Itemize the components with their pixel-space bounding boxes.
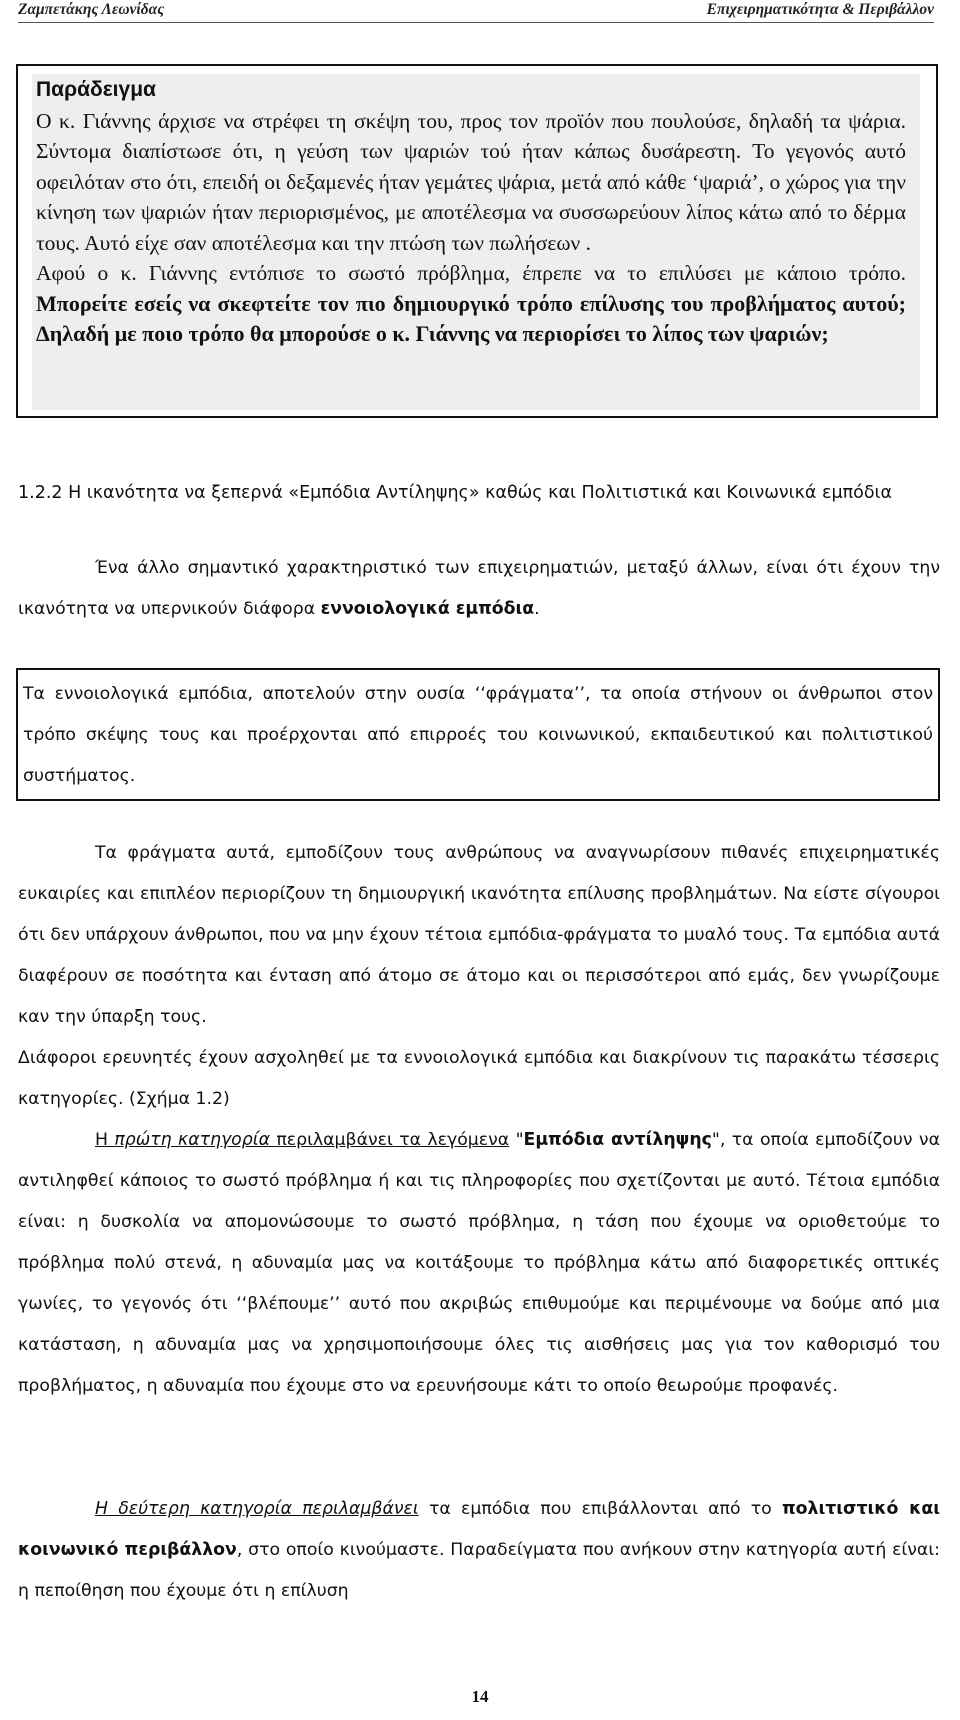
header-author: Ζαμπετάκης Λεωνίδας [18, 1, 165, 18]
body-paragraph-1: Τα φράγματα αυτά, εμποδίζουν τους ανθρώπους να αναγνωρίσουν πιθανές επιχειρηματικές ευκαιρίες και επιπλέον περιορίζουν τη δημιουργική ικανότητα επίλυσης προβλημάτων. Να είστε σίγουροι ότι δεν υπάρχουν άνθρωποι, που να μην έχουν τέτοια εμπόδια-φράγματα το μυαλό τους. Τα εμπόδια αυτά διαφέρουν σε ποσότητα και ένταση από άτομο σε άτομο και οι περισσότεροι από εμάς, δεν γνωρίζουμε καν την ύπαρξη τους. [18, 843, 940, 1027]
definition-text: Τα εννοιολογικά εμπόδια, αποτελούν στην ουσία ‘‘φράγματα’’, τα οποία στήνουν οι άνθρωποι στον τρόπο σκέψης τους και προέρχονται από επιρροές του κοινωνικού, εκπαιδευτικού και πολιτιστικού συστήματος. [23, 684, 933, 786]
section-heading: 1.2.2 Η ικανότητα να ξεπερνά «Εμπόδια Αντίληψης» καθώς και Πολιτιστικά και Κοινωνικά εμπόδια [18, 483, 893, 503]
example-question-lead: Αφού ο κ. Γιάννης εντόπισε το σωστό πρόβλημα, έπρεπε να το επιλύσει με κάποιο τρόπο. [36, 261, 906, 285]
intro-paragraph: Ένα άλλο σημαντικό χαρακτηριστικό των επιχειρηματιών, μεταξύ άλλων, είναι ότι έχουν την ικανότητα να υπερνικούν διάφορα εννοιολογικά εμπόδια. [18, 558, 940, 619]
first-category-verb: περιλαμβάνει τα λεγόμενα [276, 1130, 510, 1150]
second-category-label: Η δεύτερη κατηγορία περιλαμβάνει [95, 1499, 419, 1519]
definition-box [16, 668, 940, 801]
intro-bold-term: εννοιολογικά εμπόδια [320, 599, 535, 619]
perception-barriers-term: Εμπόδια αντίληψης [523, 1130, 712, 1150]
header-course: Επιχειρηματικότητα & Περιβάλλον [706, 1, 934, 18]
body-paragraph-3: Η πρώτη κατηγορία περιλαμβάνει τα λεγόμενα "Εμπόδια αντίληψης", τα οποία εμποδίζουν να αντιληφθεί κάποιος το σωστό πρόβλημα ή και τις πληροφορίες που σχετίζονται με αυτό. Τέτοια εμπόδια είναι: η δυσκολία να απομονώσουμε το σωστό πρόβλημα, η τάση που έχουμε να οριοθετούμε το πρόβλημα πολύ στενά, η αδυναμία μας να κοιτάξουμε το πρόβλημα κάτω από διαφορετικές οπτικές γωνίες, το γεγονός ότι ‘‘βλέπουμε’’ αυτό που ακριβώς επιθυμούμε και περιμένουμε να δούμε από μια κατάσταση, η αδυναμία μας να χρησιμοποιήσουμε όλες τις αισθήσεις μας για τον καθορισμό του προβλήματος, η αδυναμία που έχουμε στο να ερευνήσουμε κάτι το οποίο θεωρούμε προφανές. [18, 1130, 940, 1396]
example-question: Μπορείτε εσείς να σκεφτείτε τον πιο δημιουργικό τρόπο επίλυσης του προβλήματος αυτού; Δηλαδή με ποιο τρόπο θα μπορούσε ο κ. Γιάννης να περιορίσει το λίπος των ψαριών; [36, 290, 906, 346]
first-category-label: πρώτη κατηγορία [114, 1130, 270, 1150]
example-title: Παράδειγμα [36, 78, 156, 101]
example-paragraph-2 [36, 258, 906, 350]
example-text [36, 75, 906, 350]
page-number: 14 [471, 1687, 489, 1706]
body-paragraph-2: Διάφοροι ερευνητές έχουν ασχοληθεί με τα εννοιολογικά εμπόδια και διακρίνουν τις παρακάτω τέσσερις κατηγορίες. (Σχήμα 1.2) [18, 1048, 940, 1109]
cultural-social-term: πολιτιστικό και κοινωνικό περιβάλλον [18, 1499, 941, 1560]
first-category-lead: Η [95, 1130, 108, 1150]
example-box [16, 64, 938, 418]
body-paragraph-4: Η δεύτερη κατηγορία περιλαμβάνει τα εμπόδια που επιβάλλονται από το πολιτιστικό και κοινωνικό περιβάλλον, στο οποίο κινούμαστε. Παραδείγματα που ανήκουν στην κατηγορία αυτή είναι: η πεποίθηση που έχουμε ότι η επίλυση [18, 1499, 941, 1601]
page-header [18, 0, 934, 23]
example-paragraph-1: Ο κ. Γιάννης άρχισε να στρέφει τη σκέψη του, προς τον προϊόν που πουλούσε, δηλαδή τα ψάρια. Σύντομα διαπίστωσε ότι, η γεύση των ψαριών τού ήταν κάπως δυσάρεστη. Το γεγονός αυτό οφειλόταν στο ότι, επειδή οι δεξαμενές ήταν γεμάτες ψάρια, μετά από κάθε ‘ψαριά’, ο χώρος για την κίνηση των ψαριών ήταν περιορισμένος, με αποτέλεσμα να συσσωρεύουν λίπος κάτω από το δέρμα τους. Αυτό είχε σαν αποτέλεσμα και την πτώση των πωλήσεων . [36, 108, 906, 255]
